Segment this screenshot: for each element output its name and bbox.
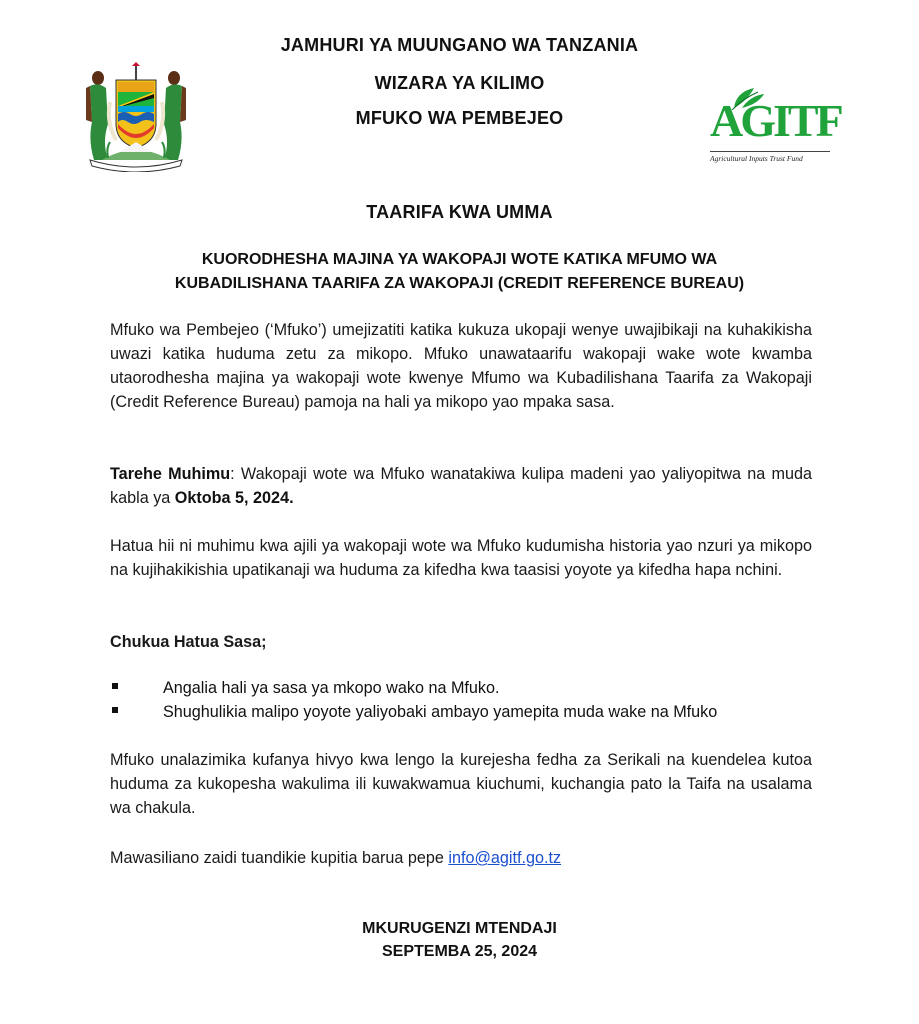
- list-item: [110, 700, 812, 724]
- contact-line: [110, 846, 812, 870]
- deadline-date: Oktoba 5, 2024.: [174, 489, 294, 507]
- signatory-title: MKURUGENZI MTENDAJI: [362, 920, 557, 937]
- notice-title: TAARIFA KWA UMMA: [366, 202, 553, 222]
- logo-divider: [710, 151, 830, 152]
- list-item: [110, 676, 812, 700]
- notice-subtitle-line-2: KUBADILISHANA TAARIFA ZA WAKOPAJI (CREDIT REFERENCE BUREAU): [174, 275, 745, 292]
- contact-email-link[interactable]: info@agitf.go.tz: [448, 849, 562, 867]
- agitf-wordmark: AGITF: [710, 95, 841, 146]
- action-heading: Chukua Hatua Sasa;: [110, 633, 267, 651]
- bullet-icon: [112, 683, 118, 689]
- header-country: JAMHURI YA MUUNGANO WA TANZANIA: [280, 35, 639, 55]
- header-ministry: WIZARA YA KILIMO: [374, 73, 545, 93]
- bullet-icon: [112, 707, 118, 713]
- important-date-label: Tarehe Muhimu: [110, 465, 231, 483]
- signature-date: SEPTEMBA 25, 2024: [381, 943, 538, 960]
- header-fund: MFUKO WA PEMBEJEO: [355, 108, 564, 128]
- coat-of-arms-icon: [80, 62, 192, 172]
- list-item-text: Shughulikia malipo yoyote yaliyobaki ambayo yamepita muda wake na Mfuko: [163, 703, 718, 721]
- list-item-text: Angalia hali ya sasa ya mkopo wako na Mfuko.: [163, 679, 500, 697]
- important-date-text: : Wakopaji wote wa Mfuko wanatakiwa kulipa madeni yao yaliyopitwa na muda kabla ya: [110, 465, 812, 507]
- purpose-paragraph: Hatua hii ni muhimu kwa ajili ya wakopaji wote wa Mfuko kudumisha historia yao nzuri ya mikopo na kujihakikishia upatikanaji wa huduma za kifedha kwa taasisi yoyote ya kifedha hapa nchini.: [110, 537, 812, 579]
- notice-subtitle-line-1: KUORODHESHA MAJINA YA WAKOPAJI WOTE KATIKA MFUMO WA: [201, 251, 718, 268]
- important-date-paragraph: [110, 462, 812, 510]
- action-list: [110, 676, 812, 724]
- contact-text: Mawasiliano zaidi tuandikie kupitia barua pepe: [110, 849, 449, 867]
- agitf-logo: [708, 86, 841, 168]
- intro-paragraph: Mfuko wa Pembejeo (‘Mfuko’) umejizatiti katika kukuza ukopaji wenye uwajibikaji na kuhakikisha uwazi katika huduma zetu za mikopo. Mfuko unawataarifu wakopaji wake wote kwamba utaorodhesha majina ya wakopaji wote kwenye Mfumo wa Kubadilishana Taarifa za Wakopaji (Credit Reference Bureau) pamoja na hali ya mikopo yao mpaka sasa.: [110, 321, 812, 411]
- obligation-paragraph: Mfuko unalazimika kufanya hivyo kwa lengo la kurejesha fedha za Serikali na kuendelea kutoa huduma za kukopesha wakulima ili kuwakwamua kiuchumi, kuchangia pato la Taifa na usalama wa chakula.: [110, 751, 812, 817]
- agitf-caption: Agricultural Inputs Trust Fund: [710, 154, 803, 163]
